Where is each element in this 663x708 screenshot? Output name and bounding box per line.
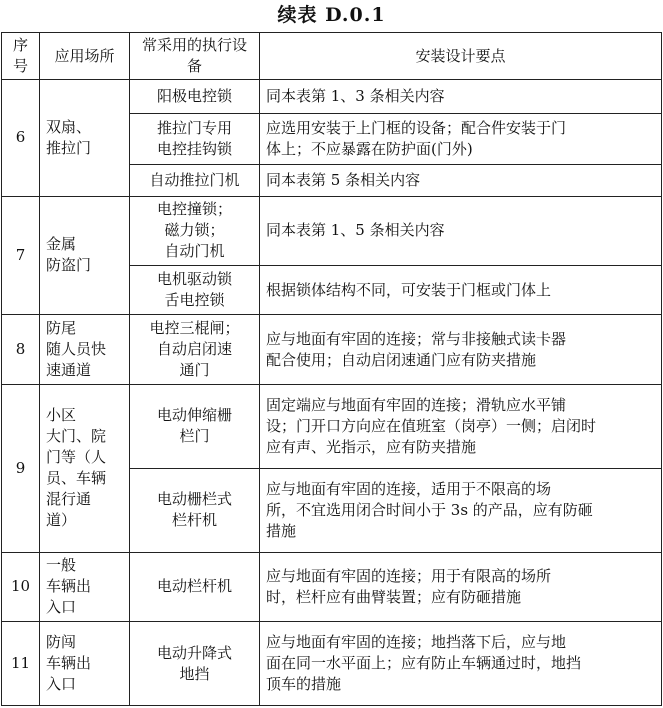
execution-device-line: 电控挂钩锁 (156, 139, 232, 158)
execution-device (130, 80, 260, 114)
application-place-line: 防盗门 (46, 256, 92, 275)
design-point (260, 266, 662, 315)
table-row (2, 315, 662, 385)
execution-device-line: 电机驱动锁 (156, 270, 232, 289)
execution-device-line: 电动栅栏式 (156, 490, 232, 509)
execution-device-line: 栏杆机 (171, 511, 217, 530)
design-point-line: 固定端应与地面有牢固的连接；滑轨应水平铺 (266, 395, 567, 414)
design-point-line: 同本表第 1、3 条相关内容 (266, 86, 445, 105)
design-point-line: 应选用安装于上门框的设备；配合件安装于门 (266, 118, 567, 137)
design-point (260, 552, 662, 622)
execution-device (130, 315, 260, 385)
execution-device-line: 推拉门专用 (156, 118, 232, 137)
row-number: 10 (2, 552, 40, 622)
execution-device (130, 552, 260, 622)
execution-device-line: 通门 (179, 361, 210, 379)
design-point (260, 164, 662, 196)
design-point-line: 体上；不应暴露在防护面(门外) (266, 139, 473, 158)
header-row (2, 33, 662, 80)
design-point-line: 根据锁体结构不同，可安装于门框或门体上 (266, 280, 552, 299)
design-point (260, 196, 662, 266)
application-place-line: 车辆出 (46, 577, 92, 596)
application-place-line: 混行通 (46, 490, 92, 509)
design-point-line: 应与地面有牢固的连接，适用于不限高的场 (266, 479, 552, 498)
application-place-line: 速通道 (46, 361, 92, 379)
application-place (40, 552, 130, 622)
application-place (40, 80, 130, 197)
application-place-line: 大门、院 (46, 427, 107, 446)
execution-device (130, 164, 260, 196)
application-place-line: 随人员快 (46, 340, 107, 358)
execution-device-line: 电动伸缩栅 (156, 406, 232, 425)
execution-device (130, 622, 260, 706)
application-place-line: 防闯 (46, 633, 77, 652)
table-row (2, 384, 662, 468)
design-point-line: 时，栏杆应有曲臂装置；应有防砸措施 (266, 587, 522, 606)
design-point (260, 622, 662, 706)
execution-device-line: 自动推拉门机 (149, 170, 240, 189)
table-row (2, 196, 662, 266)
application-place-line: 金属 (46, 235, 77, 254)
design-point-line: 顶车的措施 (266, 675, 342, 694)
design-point-line: 措施 (266, 521, 297, 540)
row-number: 7 (2, 196, 40, 315)
application-place-line: 门等（人 (46, 448, 107, 467)
application-place (40, 384, 130, 552)
application-place-line: 一般 (46, 556, 77, 575)
table-row (2, 80, 662, 114)
design-point-line: 面在同一水平面上；应有防止车辆通过时，地挡 (266, 654, 582, 673)
design-point (260, 468, 662, 552)
application-place (40, 196, 130, 315)
header-number: 序号 (2, 33, 40, 80)
application-place-line: 员、车辆 (46, 469, 107, 488)
design-point (260, 80, 662, 114)
execution-device (130, 384, 260, 468)
design-point-line: 应与地面有牢固的连接；常与非接触式读卡器 (266, 329, 567, 348)
execution-device-line: 栏门 (179, 427, 210, 446)
design-point-line: 应与地面有牢固的连接；地挡落下后，应与地 (266, 633, 567, 652)
execution-device-line: 自动启闭速 (156, 340, 232, 358)
application-place-line: 入口 (46, 675, 77, 694)
design-point-line: 同本表第 5 条相关内容 (266, 170, 421, 189)
header-place: 应用场所 (40, 33, 130, 80)
application-place-line: 车辆出 (46, 654, 92, 673)
application-place-line: 小区 (46, 406, 77, 425)
execution-device-line: 自动门机 (164, 242, 225, 261)
row-number: 11 (2, 622, 40, 706)
design-point-line: 应与地面有牢固的连接；用于有限高的场所 (266, 566, 552, 585)
row-number: 8 (2, 315, 40, 385)
design-point-line: 所，不宜选用闭合时间小于 3s 的产品，应有防砸 (266, 500, 593, 519)
execution-device-line: 电控撞锁； (156, 200, 232, 219)
table-body (2, 80, 662, 706)
execution-device-line: 电控三棍闸； (149, 319, 240, 337)
execution-device-line: 舌电控锁 (164, 291, 225, 310)
design-point (260, 315, 662, 385)
design-point-line: 配合使用；自动启闭速通门应有防夹措施 (266, 350, 537, 369)
execution-device (130, 113, 260, 164)
table-title: 续表 D.0.1 (277, 4, 386, 26)
application-place (40, 315, 130, 385)
table-row (2, 552, 662, 622)
execution-device-line: 电动升降式 (156, 643, 232, 662)
execution-device (130, 266, 260, 315)
application-place-line: 推拉门 (46, 138, 92, 157)
row-number: 9 (2, 384, 40, 552)
execution-device-line: 电动栏杆机 (156, 577, 232, 596)
design-point-line: 同本表第 1、5 条相关内容 (266, 221, 445, 240)
table-row (2, 622, 662, 706)
execution-device-line: 磁力锁； (164, 221, 225, 240)
application-place-line: 道） (46, 511, 77, 530)
header-device: 常采用的执行设备 (130, 33, 260, 80)
design-point (260, 384, 662, 468)
design-point-line: 设；门开口方向应在值班室（岗亭）一侧；启闭时 (266, 416, 597, 435)
design-point-line: 应有声、光指示，应有防夹措施 (266, 437, 477, 456)
execution-device-line: 阳极电控锁 (156, 86, 232, 105)
execution-device-line: 地挡 (179, 664, 210, 683)
header-points: 安装设计要点 (260, 33, 662, 80)
installation-table (1, 32, 662, 706)
execution-device (130, 196, 260, 266)
design-point (260, 113, 662, 164)
application-place-line: 入口 (46, 598, 77, 617)
application-place (40, 622, 130, 706)
application-place-line: 双扇、 (46, 117, 92, 136)
row-number: 6 (2, 80, 40, 197)
application-place-line: 防尾 (46, 319, 77, 337)
execution-device (130, 468, 260, 552)
